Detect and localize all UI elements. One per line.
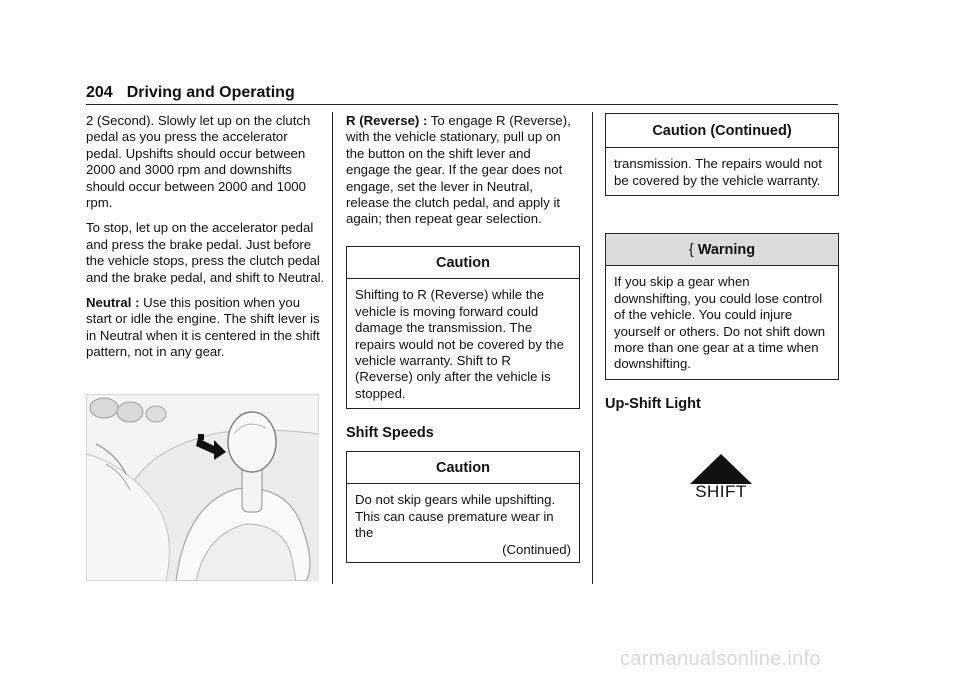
shift-lever-illustration xyxy=(86,394,319,581)
warning-body: If you skip a gear when downshifting, you could lose control of the vehicle. You could injure yourself or others. Do not shift down more than one gear at a time when downshifting. xyxy=(614,274,826,372)
warning-title-bar xyxy=(606,234,838,266)
shift-speeds-heading: Shift Speeds xyxy=(346,425,434,441)
column-2 xyxy=(346,113,578,237)
caution-body-text: Do not skip gears while upshifting. This can cause premature wear in the xyxy=(355,492,556,541)
warning-title: Warning xyxy=(697,242,756,258)
caution-body xyxy=(347,484,579,562)
paragraph-reverse xyxy=(346,113,578,228)
term-reverse: R (Reverse) : xyxy=(346,113,428,128)
section-title: Driving and Operating xyxy=(126,84,295,101)
caution-body: Shifting to R (Reverse) while the vehicle is moving forward could damage the transmission. The repairs would not be covered by the vehicle warranty. Shift to R (Reverse) only after the vehicle is stopped. xyxy=(355,287,564,401)
caution-continued-body: transmission. The repairs would not be covered by the vehicle warranty. xyxy=(614,156,822,188)
caution-title: Caution xyxy=(347,247,579,279)
caution-title: Caution xyxy=(347,452,579,484)
paragraph-neutral xyxy=(86,295,326,361)
page-header xyxy=(86,84,295,102)
watermark: carmanualsonline.info xyxy=(620,648,821,670)
column-1 xyxy=(86,113,326,370)
header-rule xyxy=(86,104,838,105)
upshift-section xyxy=(605,396,837,412)
warning-icon: { xyxy=(688,242,694,258)
column-divider-2 xyxy=(592,112,593,584)
shift-speeds-section xyxy=(346,425,578,441)
neutral-description: Use this position when you start or idle the engine. The shift lever is in Neutral when it is centered in the shift pattern, not in any gear. xyxy=(86,295,320,360)
reverse-description: To engage R (Reverse), with the vehicle stationary, pull up on the button on the shift lever and engage the gear. If the gear does not engage, set the lever in Neutral, release the clutch pedal, and apply it again; then repeat gear selection. xyxy=(346,113,571,227)
upshift-triangle xyxy=(688,452,754,486)
caution-box-skip-gears xyxy=(346,451,580,563)
continued-label: (Continued) xyxy=(502,541,571,557)
column-divider-1 xyxy=(332,112,333,584)
paragraph-stopping: To stop, let up on the accelerator pedal and press the brake pedal. Just before the vehicle stops, press the clutch pedal and the brake pedal, and shift to Neutral. xyxy=(86,220,325,285)
upshift-light-heading: Up-Shift Light xyxy=(605,396,701,412)
upshift-light-icon xyxy=(688,452,754,508)
paragraph-second-gear: 2 (Second). Slowly let up on the clutch pedal as you press the accelerator pedal. Upshifts should occur between 2000 and 3000 rpm and downshifts should occur between 2000 and 1000 rpm. xyxy=(86,113,311,211)
caution-box-continued xyxy=(605,113,839,196)
caution-box-reverse xyxy=(346,246,580,409)
term-neutral: Neutral : xyxy=(86,295,140,311)
shift-label: SHIFT xyxy=(695,482,747,501)
page-number: 204 xyxy=(86,84,113,101)
caution-continued-title: Caution (Continued) xyxy=(606,114,838,148)
warning-box xyxy=(605,233,839,380)
